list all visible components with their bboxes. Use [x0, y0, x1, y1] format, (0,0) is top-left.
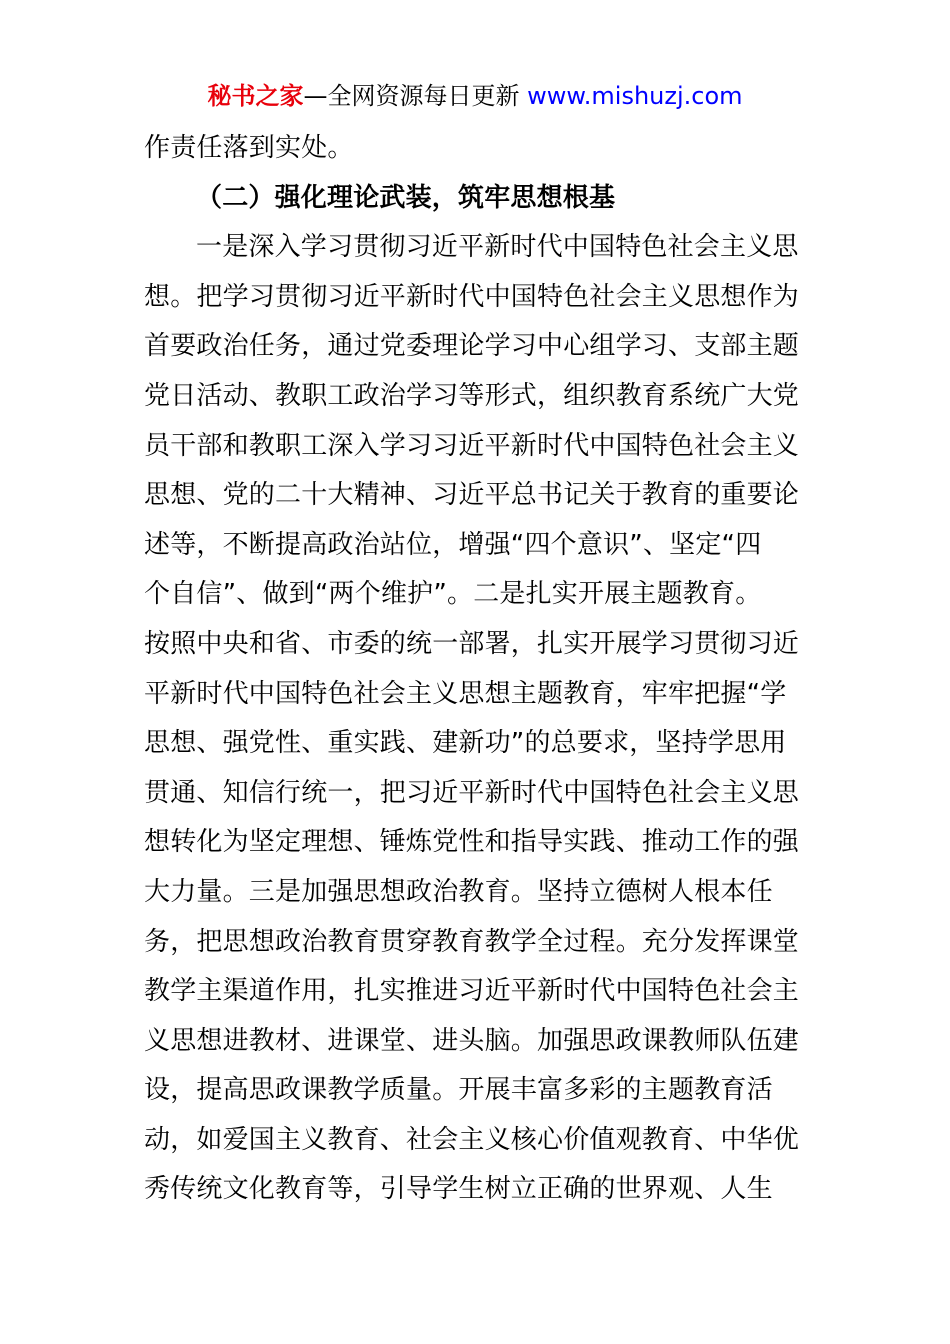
site-url-link[interactable]: www.mishuzj.com	[527, 82, 743, 110]
text-line: 述等，不断提高政治站位，增强“四个意识”、坚定“四	[144, 529, 762, 560]
text-line: 按照中央和省、市委的统一部署，扎实开展学习贯彻习近	[144, 628, 800, 659]
text-line: 动，如爱国主义教育、社会主义核心价值观教育、中华优	[144, 1124, 800, 1155]
text-line: 务，把思想政治教育贯穿教育教学全过程。充分发挥课堂	[144, 926, 800, 957]
site-brand: 秘书之家	[207, 82, 304, 110]
text-line: 贯通、知信行统一，把习近平新时代中国特色社会主义思	[144, 777, 800, 808]
document-body	[144, 124, 810, 1215]
text-line: 首要政治任务，通过党委理论学习中心组学习、支部主题	[144, 331, 800, 362]
text-line: 秀传统文化教育等，引导学生树立正确的世界观、人生	[144, 1174, 773, 1205]
text-line: 教学主渠道作用，扎实推进习近平新时代中国特色社会主	[144, 976, 800, 1007]
text-line: 想转化为坚定理想、锤炼党性和指导实践、推动工作的强	[144, 827, 800, 858]
text-line: 思想、强党性、重实践、建新功”的总要求，坚持学思用	[144, 728, 787, 759]
text-line: 想。把学习贯彻习近平新时代中国特色社会主义思想作为	[144, 281, 800, 312]
paragraph-first-line: 一是深入学习贯彻习近平新时代中国特色社会主义思	[196, 232, 799, 263]
text-line: 党日活动、教职工政治学习等形式，组织教育系统广大党	[144, 380, 800, 411]
text-line: 平新时代中国特色社会主义思想主题教育，牢牢把握“学	[144, 678, 787, 709]
site-tagline: —全网资源每日更新	[303, 82, 520, 110]
text-line: 设，提高思政课教学质量。开展丰富多彩的主题教育活	[144, 1075, 773, 1106]
text-line: 大力量。三是加强思想政治教育。坚持立德树人根本任	[144, 876, 773, 907]
text-line: 义思想进教材、进课堂、进头脑。加强思政课教师队伍建	[144, 1025, 800, 1056]
section-heading: （二）强化理论武装，筑牢思想根基	[196, 182, 616, 213]
text-line: 作责任落到实处。	[144, 133, 354, 163]
text-line: 员干部和教职工深入学习习近平新时代中国特色社会主义	[144, 430, 800, 461]
site-header	[0, 80, 950, 112]
text-line: 思想、党的二十大精神、习近平总书记关于教育的重要论	[144, 480, 800, 511]
text-line: 个自信”、做到“两个维护”。二是扎实开展主题教育。	[144, 579, 762, 610]
